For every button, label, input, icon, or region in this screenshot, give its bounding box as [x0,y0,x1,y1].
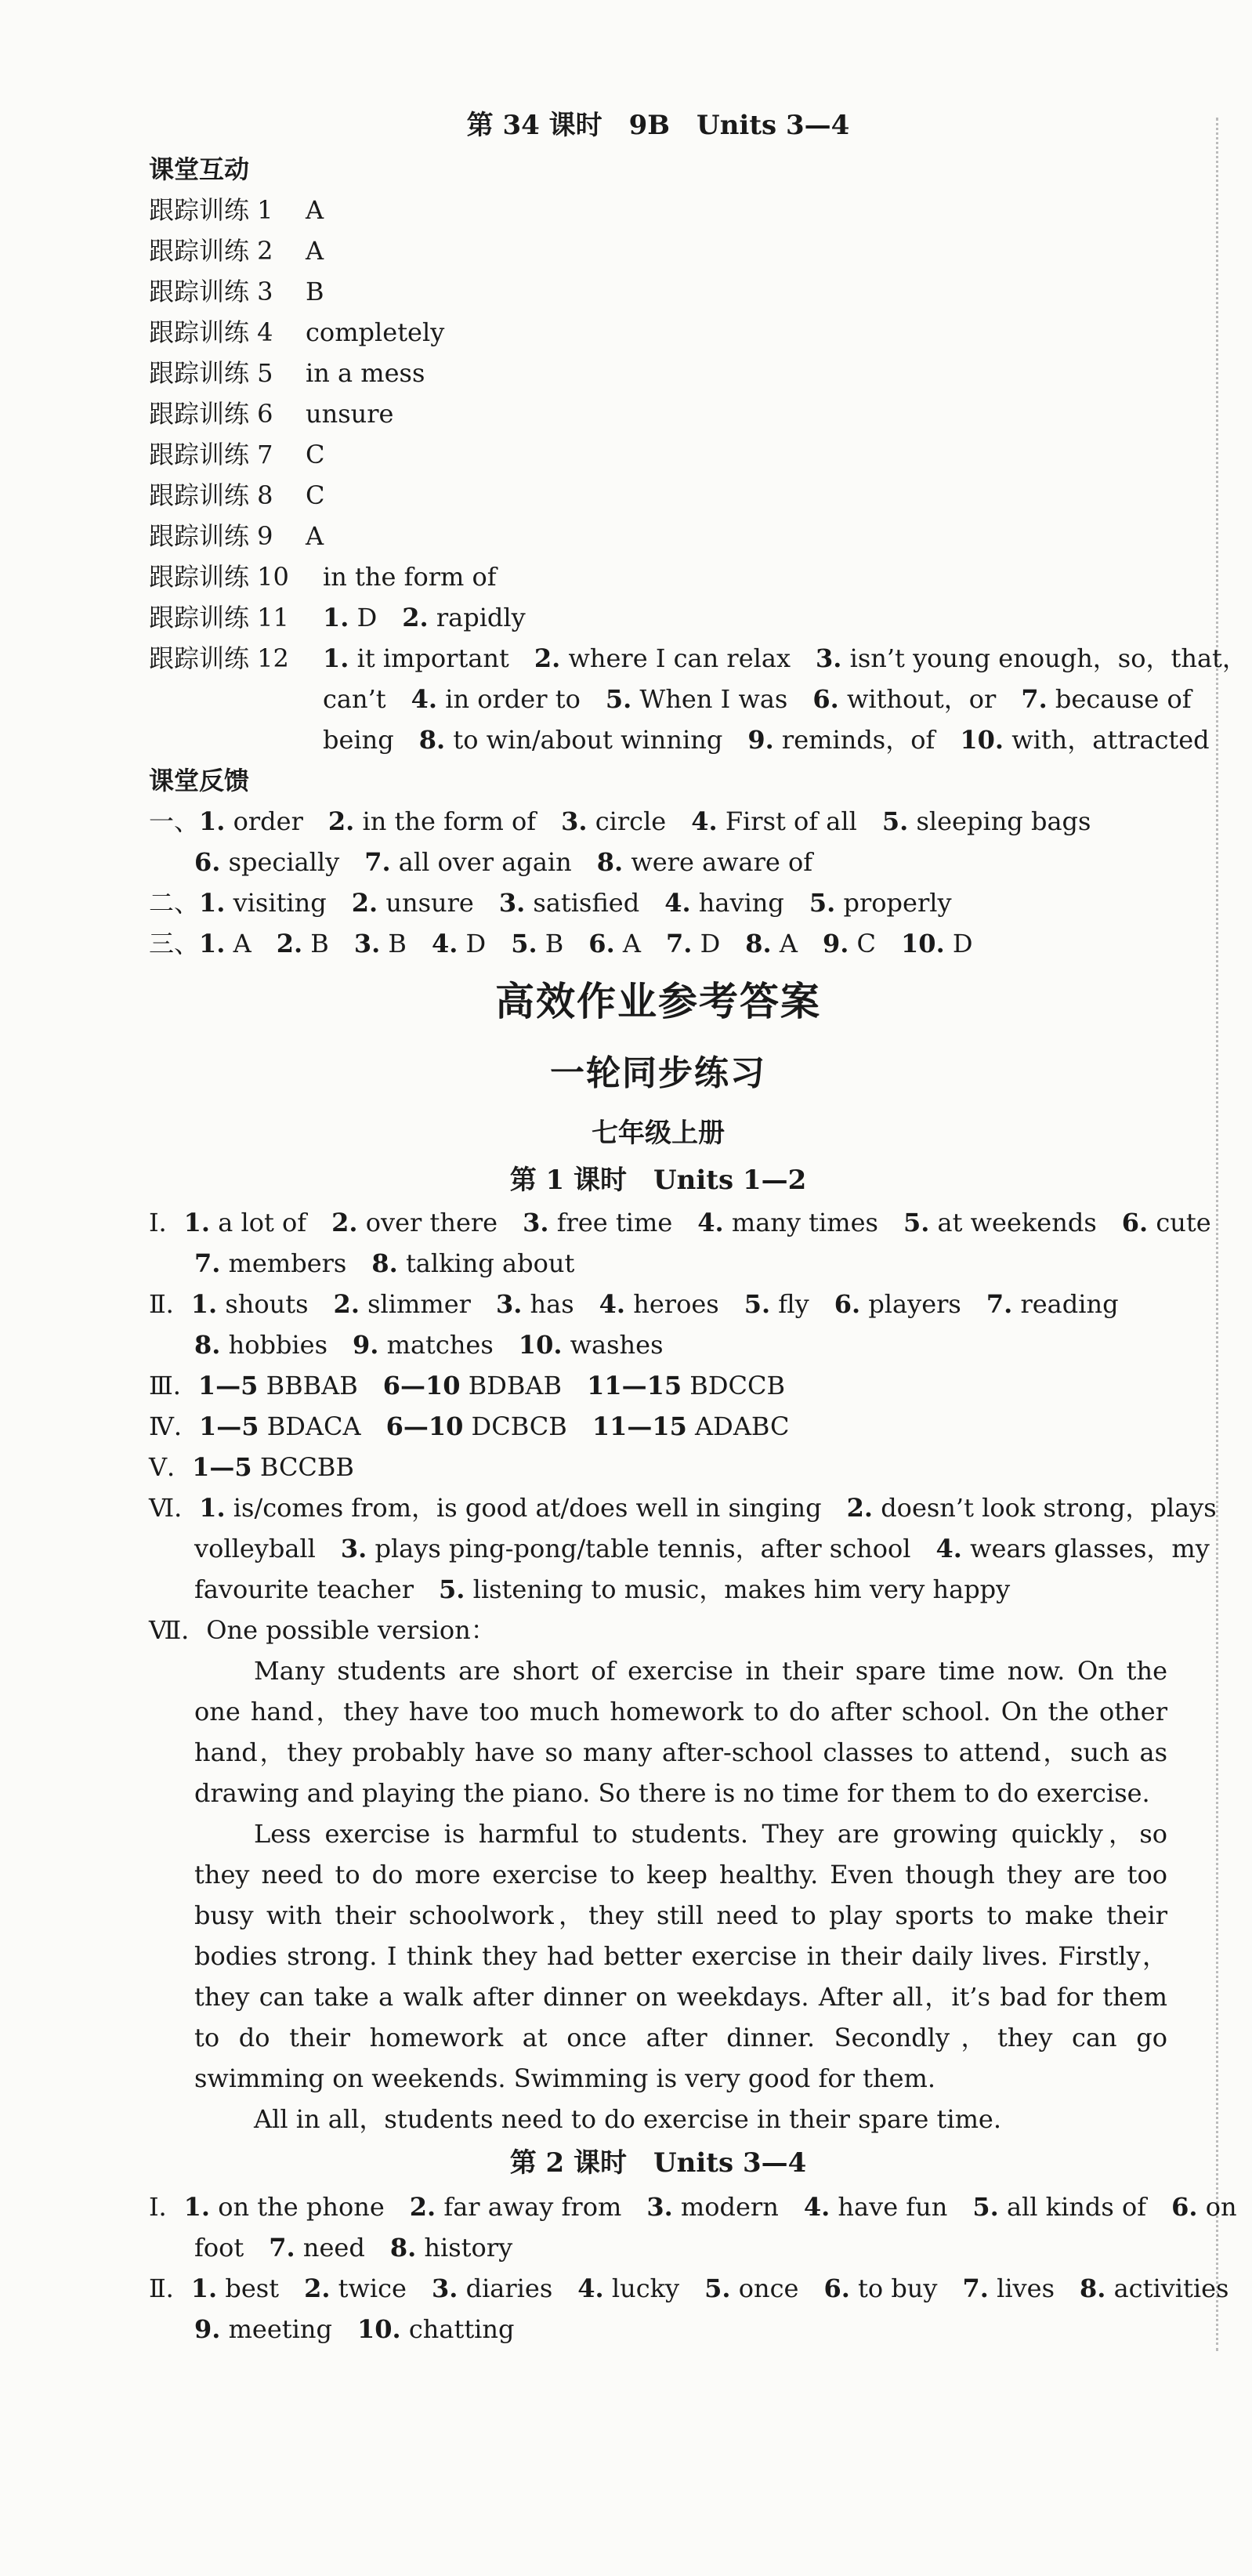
lesson-1-part-5: Ⅴ．1—5 BCCBB [149,1452,354,1482]
answer-page [149,102,1247,2350]
list-item: 跟踪训练 2 A [149,236,324,266]
feedback-part-2: 二、1. visiting 2. unsure 3. satisfied 4. having 5. properly [149,888,952,918]
lesson-1-part-6: Ⅵ．1. is/comes from，is good at/does well in singing 2. doesn’t look strong，plays [149,1493,1217,1523]
essay-paragraph: All in all，students need to do exercise in their spare time. [254,2104,1002,2134]
list-item: 跟踪训练 6 unsure [149,399,394,429]
essay-paragraph: Many students are short of exercise in their spare time now. On the one hand，they have too much homework to do after school. On the other hand，they probably have so many after-school classes to attend，such as drawing and playing the piano. So there is no time for them to do exercise. [194,1656,1168,1808]
section-title-classroom-feedback: 课堂反馈 [149,766,250,795]
lesson-1-part-4: Ⅳ．1—5 BDACA 6—10 DCBCB 11—15 ADABC [149,1411,790,1441]
column-divider [1216,118,1218,2351]
list-item: 跟踪训练 12 1. it important 2. where I can relax 3. isn’t young enough，so，that， [149,643,1247,673]
lesson-2-part-1: Ⅰ．1. on the phone 2. far away from 3. modern 4. have fun 5. all kinds of 6. on [149,2192,1237,2222]
main-title: 高效作业参考答案 [495,978,821,1024]
list-item: 跟踪训练 11 1. D 2. rapidly [149,603,526,632]
list-item: 跟踪训练 4 completely [149,317,445,347]
lesson-1-part-6-continued: favourite teacher 5. listening to music，makes him very happy [194,1574,1011,1604]
list-item: 跟踪训练 5 in a mess [149,358,425,388]
lesson-1-part-2-continued: 8. hobbies 9. matches 10. washes [194,1330,664,1360]
feedback-part-1: 一、1. order 2. in the form of 3. circle 4. First of all 5. sleeping bags [149,806,1091,836]
lesson-1-part-1: Ⅰ．1. a lot of 2. over there 3. free time 4. many times 5. at weekends 6. cute [149,1208,1211,1237]
lesson-1-part-1-continued: 7. members 8. talking about [194,1248,575,1278]
list-item: 跟踪训练 3 B [149,277,324,306]
top-header: 第 34 课时 9B Units 3—4 [466,110,850,141]
list-item-continued: being 8. to win/about winning 9. reminds，of 10. with，attracted [323,725,1210,755]
lesson-1-part-3: Ⅲ．1—5 BBBAB 6—10 BDBAB 11—15 BDCCB [149,1371,785,1400]
list-item: 跟踪训练 1 A [149,195,324,225]
lesson-2-part-2: Ⅱ．1. best 2. twice 3. diaries 4. lucky 5. once 6. to buy 7. lives 8. activities [149,2273,1229,2303]
lesson-1-part-2: Ⅱ．1. shouts 2. slimmer 3. has 4. heroes 5. fly 6. players 7. reading [149,1289,1119,1319]
list-item: 跟踪训练 8 C [149,480,325,510]
lesson-1-part-7: Ⅶ．One possible version： [149,1615,496,1645]
list-item-continued: can’t 4. in order to 5. When I was 6. without，or 7. because of [323,684,1192,714]
essay-paragraph: Less exercise is harmful to students. They are growing quickly，so they need to do more exercise to keep healthy. Even though they are too busy with their schoolwork，they still need to play sports to make their bodies strong. I think they had better exercise in their daily lives. Firstly，they can take a walk after dinner on weekdays. After all，it’s bad for them to do their homework at once after dinner. Secondly，they can go swimming on weekends. Swimming is very good for them. [194,1819,1168,2093]
section-title-classroom-interaction: 课堂互动 [149,154,250,184]
lesson-2-title: 第 2 课时 Units 3—4 [509,2147,807,2179]
list-item: 跟踪训练 9 A [149,521,324,551]
lesson-2-part-1-continued: foot 7. need 8. history [194,2233,513,2263]
grade-title: 七年级上册 [592,1118,725,1149]
tracking-list [149,190,1247,760]
feedback-part-3: 三、1. A 2. B 3. B 4. D 5. B 6. A 7. D 8. A 9. C 10. D [149,929,973,958]
feedback-part-1-continued: 6. specially 7. all over again 8. were aware of [194,847,813,877]
lesson-2-part-2-continued: 9. meeting 10. chatting [194,2314,515,2344]
list-item: 跟踪训练 10 in the form of [149,562,497,592]
sub-title: 一轮同步练习 [550,1053,766,1093]
lesson-1-title: 第 1 课时 Units 1—2 [509,1165,807,1196]
lesson-1-part-6-continued: volleyball 3. plays ping-pong/table tennis，after school 4. wears glasses，my [194,1534,1210,1563]
list-item: 跟踪训练 7 C [149,440,325,469]
